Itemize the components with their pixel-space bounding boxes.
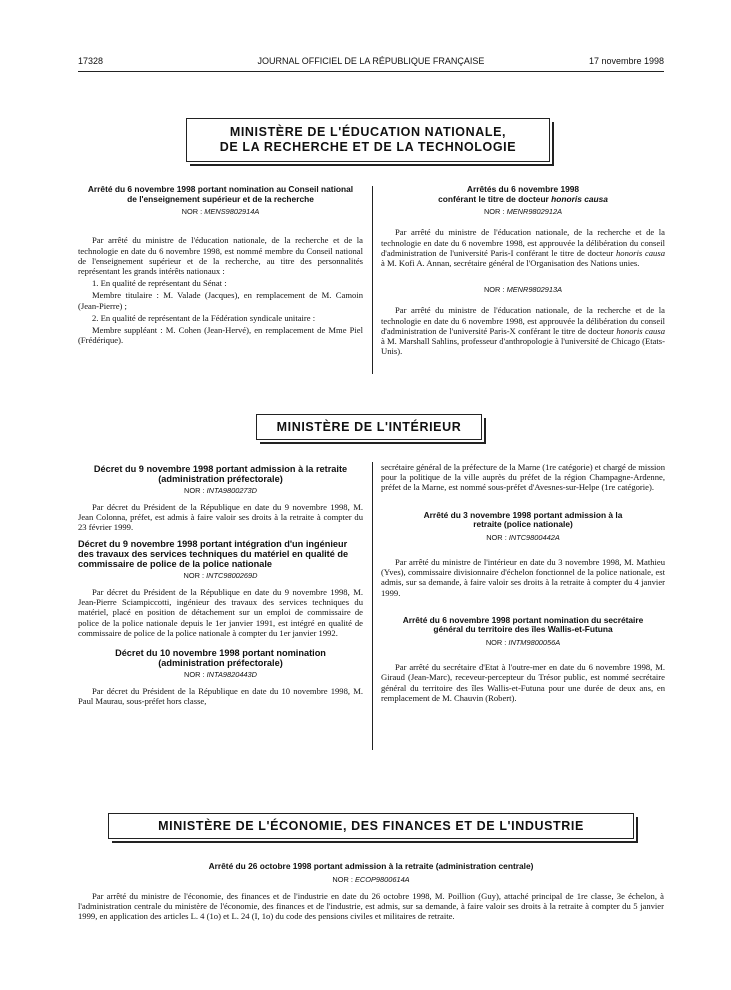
page-number: 17328 — [78, 56, 104, 66]
nor-reference: NOR : INTA9800273D — [184, 485, 257, 495]
paragraph: Par arrêté du ministre de l'éducation nationale, de la recherche et de la technologie en date du 6 novembre 1998, est approuvée la délibération du conseil d'administration de l'université Paris-I conférant le titre de docteur honoris causa à M. Kofi A. Annan, secrétaire général de l'Organisation des Nations unies. — [381, 227, 665, 268]
education-right-column — [381, 185, 665, 356]
nor-reference: NOR : MENR9802912A — [483, 207, 563, 217]
ministry-interior-title: MINISTÈRE DE L'INTÉRIEUR — [276, 419, 462, 434]
nor-reference: NOR : MENR9802913A — [483, 285, 563, 295]
paragraph: Par arrêté du ministre de l'éducation nationale, de la recherche et de la technologie en date du 6 novembre 1998, est nommé membre du Conseil national de l'enseignement supérieur et de la recherche, au titre des personnalités représentant les grands intérêts nationaux : — [78, 235, 363, 276]
ministry-education-line2: DE LA RECHERCHE ET DE LA TECHNOLOGIE — [219, 140, 517, 154]
paragraph: Par arrêté du ministre de l'intérieur en date du 3 novembre 1998, M. Mathieu (Yves), commissaire divisionnaire d'échelon fonctionnel de la police nationale, est admis, sur sa demande, à faire valoir ses droits à la retraite à compter du 4 janvier 1999. — [381, 557, 665, 598]
paragraph: 1. En qualité de représentant du Sénat : — [92, 278, 227, 289]
article-title: Décret du 9 novembre 1998 portant admission à la retraite (administration préfectorale) — [93, 464, 348, 485]
paragraph: Membre suppléant : M. Cohen (Jean-Hervé), en remplacement de Mme Piel (Frédérique). — [78, 325, 363, 346]
paragraph: Membre titulaire : M. Valade (Jacques), en remplacement de M. Camoin (Jean-Pierre) ; — [78, 290, 363, 311]
ministry-education-box — [186, 118, 550, 162]
paragraph: secrétaire général de la préfecture de la Marne (1re catégorie) et chargé de mission pour la politique de la ville auprès du préfet de la région Champagne-Ardenne, préfet de la Marne, est nommé sous-préfet d'Avesnes-sur-Helpe (1re catégorie). — [381, 462, 665, 493]
article-title: Arrêté du 6 novembre 1998 portant nomination du secrétaire général du territoire des îles Wallis-et-Futuna — [402, 614, 644, 635]
ministry-education-line1: MINISTÈRE DE L'ÉDUCATION NATIONALE, — [229, 125, 507, 139]
ministry-economy-title: MINISTÈRE DE L'ÉCONOMIE, DES FINANCES ET DE L'INDUSTRIE — [158, 818, 584, 833]
interior-right-column — [381, 462, 665, 703]
nor-reference: NOR : INTM9800056A — [485, 638, 561, 647]
article-title: Arrêté du 26 octobre 1998 portant admission à la retraite (administration centrale) — [208, 861, 534, 871]
nor-reference: NOR : INTC9800442A — [486, 532, 560, 542]
paragraph: Par décret du Président de la République en date du 9 novembre 1998, M. Jean-Pierre Sciampiccotti, ingénieur des travaux des services techniques du matériel, placé en position de détachement sur un emploi de commissaire de police de la police nationale depuis le 1er janvier 1991, est intégré en qualité de commissaire de police de la police nationale à compter du 1er janvier 1992. — [78, 587, 363, 638]
header-rule — [78, 71, 664, 72]
article-title: Arrêté du 6 novembre 1998 portant nomination au Conseil national de l'enseignement supérieur et de la recherche — [87, 184, 354, 204]
journal-title: JOURNAL OFFICIEL DE LA RÉPUBLIQUE FRANÇAISE — [257, 56, 485, 66]
nor-reference: NOR : MENS9802914A — [181, 207, 260, 217]
issue-date: 17 novembre 1998 — [588, 56, 664, 66]
paragraph: 2. En qualité de représentant de la Fédération syndicale unitaire : — [92, 312, 316, 323]
article-title: Arrêté du 3 novembre 1998 portant admission à la retraite (police nationale) — [423, 509, 623, 530]
article-title: Arrêtés du 6 novembre 1998 conférant le titre de docteur honoris causa — [438, 184, 608, 204]
article-title: Décret du 9 novembre 1998 portant intégration d'un ingénieur des travaux des services techniques du matériel en qualité de commissaire de police de la police nationale — [78, 538, 349, 570]
economy-section — [78, 862, 664, 921]
ministry-economy-box — [108, 813, 634, 839]
education-left-column — [78, 185, 363, 345]
paragraph: Par arrêté du ministre de l'éducation nationale, de la recherche et de la technologie en date du 6 novembre 1998, est approuvée la délibération du conseil d'administration de l'université Paris-X conférant le titre de docteur honoris causa à M. Marshall Sahlins, professeur d'anthropologie à l'université de Chicago (Etats-Unis). — [381, 305, 665, 357]
column-divider — [372, 462, 373, 750]
running-header — [78, 56, 664, 70]
article-title: Décret du 10 novembre 1998 portant nomination (administration préfectorale) — [115, 648, 326, 669]
paragraph: Par décret du Président de la République en date du 9 novembre 1998, M. Jean Colonna, préfet, est admis à faire valoir ses droits à la retraite à compter du 23 février 1999. — [78, 502, 363, 533]
paragraph: Par arrêté du ministre de l'économie, des finances et de l'industrie en date du 26 octobre 1998, M. Poillion (Guy), attaché principal de 1re classe, 3e échelon, à l'administration centrale du ministère de l'économie, des finances et de l'industrie, est admis, sur sa demande, à faire valoir ses droits à la retraite à compter du 5 janvier 1999, en application des articles L. 4 (1o) et L. 24 (I, 1o) du code des pensions civiles et militaires de retraite. — [78, 890, 664, 922]
ministry-interior-box — [256, 414, 482, 440]
nor-reference: NOR : INTC9800269D — [183, 570, 258, 580]
column-divider — [372, 186, 373, 374]
nor-reference: NOR : INTA9820443D — [184, 669, 257, 679]
paragraph: Par arrêté du secrétaire d'Etat à l'outre-mer en date du 6 novembre 1998, M. Giraud (Jean-Marc), receveur-percepteur du Trésor public, est nommé secrétaire général du territoire des îles Wallis-et-Futuna pour une durée de deux ans, en remplacement de M. Chauvin (Robert). — [381, 662, 665, 703]
interior-left-column — [78, 464, 363, 706]
paragraph: Par décret du Président de la République en date du 10 novembre 1998, M. Paul Maurau, sous-préfet hors classe, — [78, 686, 363, 707]
nor-reference: NOR : ECOP9800614A — [332, 874, 410, 884]
